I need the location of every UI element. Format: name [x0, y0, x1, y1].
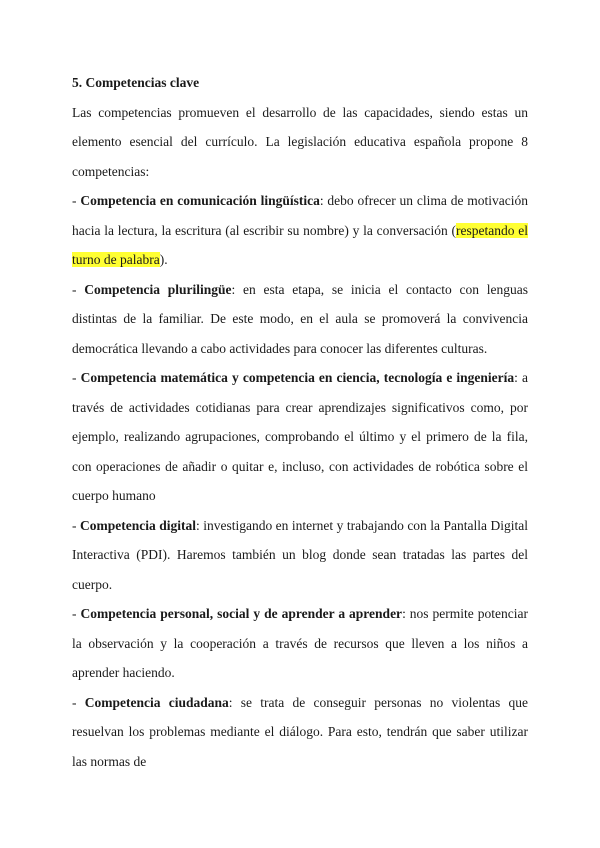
- competence-text: : debo ofrecer un clima de motivación hacia la lectura, la escritura (al escribir su nombre) y la conversación (: [72, 193, 529, 238]
- item-prefix: -: [72, 370, 81, 385]
- competence-citizenship: [72, 688, 528, 777]
- item-prefix: -: [72, 517, 80, 533]
- competence-name: Competencia matemática y competencia en ciencia, tecnología e ingeniería: [80, 370, 515, 385]
- competence-name: Competencia plurilingüe: [84, 281, 232, 297]
- document-page: [72, 68, 528, 776]
- competence-name: Competencia ciudadana: [84, 694, 229, 710]
- competence-text: : investigando en internet y trabajando con la Pantalla Digital Interactiva (PDI). Haremos también un blog donde sean tratadas las partes del cuerpo.: [72, 517, 528, 592]
- competence-linguistic: [72, 186, 528, 275]
- intro-paragraph: Las competencias promueven el desarrollo de las capacidades, siendo estas un elemento esencial del currículo. La legislación educativa española propone 8 competencias:: [72, 104, 528, 179]
- item-prefix: -: [72, 281, 85, 297]
- competence-plurilingual: [72, 275, 528, 364]
- competence-digital: [72, 511, 528, 600]
- item-prefix: -: [72, 193, 81, 208]
- item-prefix: -: [72, 694, 85, 710]
- competence-text: : a través de actividades cotidianas para crear aprendizajes significativos como, por ejemplo, realizando agrupaciones, comprobando el último y el primero de la fila, con operaciones de añadir o quitar e, incluso, con actividades de robótica sobre el cuerpo humano: [72, 370, 529, 503]
- competence-name: Competencia digital: [79, 517, 196, 533]
- competence-text-end: ).: [159, 252, 168, 267]
- highlighted-text: respetando el turno de palabra: [72, 222, 529, 267]
- competence-text: : en esta etapa, se inicia el contacto con lenguas distintas de la familiar. De este modo, en el aula se promoverá la convivencia democrática llevando a cabo actividades para conocer las diferentes culturas.: [72, 281, 528, 356]
- competence-name: Competencia personal, social y de aprender a aprender: [80, 606, 403, 621]
- competence-personal-social: [72, 599, 528, 688]
- competence-text: : nos permite potenciar la observación y la cooperación a través de recursos que lleven a los niños a aprender haciendo.: [72, 606, 528, 680]
- competence-name: Competencia en comunicación lingüística: [80, 193, 320, 208]
- section-title: 5. Competencias clave: [72, 75, 200, 90]
- competence-math-science: [72, 363, 528, 511]
- competence-text: : se trata de conseguir personas no violentas que resuelvan los problemas mediante el diálogo. Para esto, tendrán que saber utilizar las normas de: [72, 694, 529, 769]
- item-prefix: -: [72, 606, 81, 621]
